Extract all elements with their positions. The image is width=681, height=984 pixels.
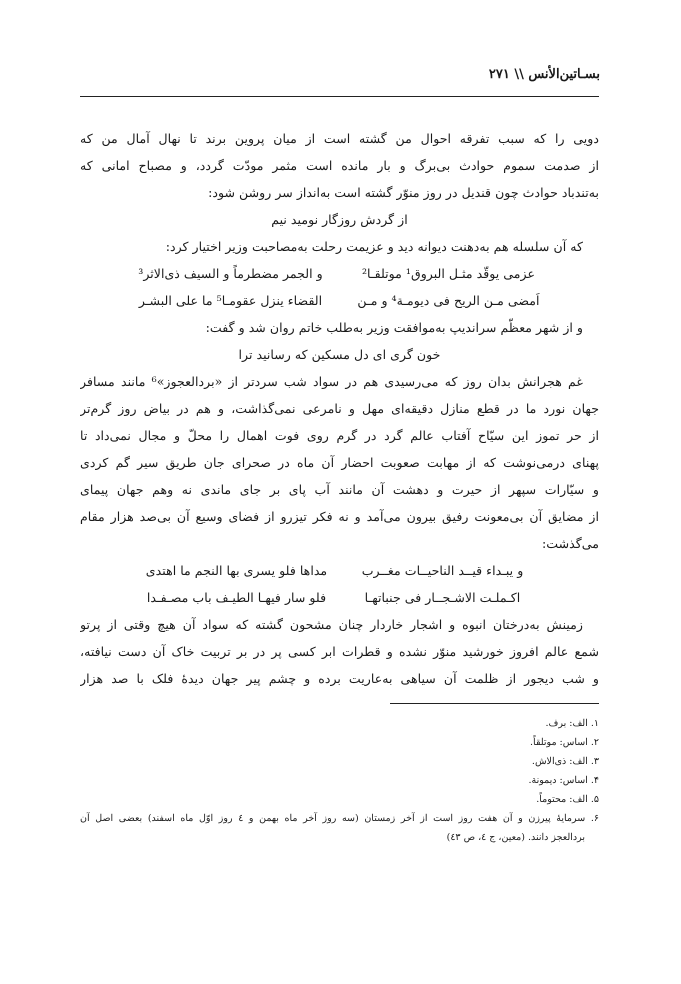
header-divider (80, 96, 599, 97)
body-text (80, 125, 599, 692)
footnote: ۴. اساس: دیمونة. (528, 775, 599, 786)
body-line: که آن سلسله هم به‌دهنت دیوانه دید و عزیمت رحلت به‌مصاحبت وزیر اختیار کرد: (165, 239, 583, 254)
verse-couplet (80, 287, 599, 314)
body-line: از حر تموز این سیّاح آفتاب عالم گرد در گرم روی فوت اهمال را محلّ و مجال نمی‌داد تا (80, 428, 599, 443)
verse-couplet (80, 584, 599, 611)
verse-hemistich-1: و یبـداء قیــد الناحیــات مغــرب (361, 563, 524, 578)
footnote: ۱. الف: برف. (545, 718, 599, 729)
footnote: ۲. اساس: موتلقاً. (530, 737, 599, 748)
body-line: از صدمت سموم حوادث بی‌برگ و بار مانده است مثمر مودّت گردد، و مصباح امانی که (80, 158, 599, 173)
body-line: غم هجرانش بدان روز که می‌رسیدی هم در سواد شب سردتر از «بردالعجوز»⁶ مانند مسافر (80, 374, 583, 389)
verse-hemistich-2: مداها فلو یسری بها النجم ما اهتدی (145, 563, 328, 578)
verse-hemistich-2: القضاء ینزل عقومـا⁵ ما علی البشـر (138, 293, 323, 308)
footnote: ۳. الف: ذی‌الاش. (531, 756, 599, 767)
verse-couplet (80, 557, 599, 584)
verse-hemistich-1: اَمضی مـن الریح فی دیومـة⁴ و مـن (357, 293, 540, 308)
body-line: دویی را که سبب تفرقه احوال من گشته است از میان پروین برند تا نهال آمال من که (80, 131, 599, 146)
body-line: به‌تندباد حوادث چون قندیل در روز منوّر گشته است به‌انداز سر روشن شود: (208, 185, 599, 200)
footnote: ۶. سرمایهٔ پیرزن و آن هفت روز است از آخر زمستان (سه روز آخر ماه بهمن و ٤ روز اوّل ماه اسفند) بعضی اصل آن (80, 813, 599, 824)
body-line: و از شهر معظّم سراندیپ به‌موافقت وزیر به‌طلب خاتم روان شد و گفت: (205, 320, 583, 335)
footnotes (80, 714, 599, 847)
body-line: شمع عالم افروز خورشید منوّر نشده و قطرات ابر کسی پر در بر تربیت خاک آن دست نیافته، (80, 644, 599, 659)
verse-line: از گردش روزگار نومید نیم (271, 212, 408, 227)
body-line: زمینش به‌درختان انبوه و اشجار خاردار چنان مشحون گشته که سواد آن هیچ وقتی از پرتو (80, 617, 583, 632)
verse-hemistich-2: و الجمر مضطرماً و السیف ذی‌الاثر³ (138, 266, 323, 281)
footnote: ۵. الف: محتوماً. (536, 794, 599, 805)
body-line: و شب دیجور از ظلمت آن سیاهی به‌عاریت برده و چشم پیر جهان دیدهٔ فلک با صد هزار (80, 671, 599, 686)
verse-couplet (80, 260, 599, 287)
footnote-continuation: بردالعجز دانند. (معین، ج ٤، ص ٤٣) (446, 832, 585, 843)
footnote-divider (390, 703, 599, 704)
verse-hemistich-2: فلو سار فیهـا الطیـف باب مصـفـدا (146, 590, 327, 605)
body-line: جهان نورد ما در قطع منازل دقیقه‌ای مهل و نامرعی نمی‌گذاشت، و هم در بیاض روز گرم‌تر (80, 401, 599, 416)
body-line: پهنای درمی‌نوشت که از مهابت صعوبت احضار آن ماه در صحرای جان طریق سیر گم کردی (80, 455, 599, 470)
verse-hemistich-1: اکـملـت الاشـجــار فی جنباتهـا (364, 590, 521, 605)
running-head: بسـاتین‌الأنس \\ ۲۷۱ (488, 67, 600, 82)
verse-line: خون گری ای دل مسکین که رسانید ترا (238, 347, 441, 362)
body-line: از مضایق آن بی‌معونت رفیق بیرون می‌آمد و نه فکر تیزرو از فضای وسیع آن بی‌صد هزار مقام (80, 509, 599, 524)
body-line: می‌گذشت: (541, 536, 599, 551)
verse-hemistich-1: عزمی یوقّد مثـل البروق¹ موتلقـا² (361, 266, 536, 281)
body-line: و سیّارات سپهر از حیرت و دهشت آن مانند آب پای بر جای ماندی نه وهم جهان پیمای (80, 482, 599, 497)
